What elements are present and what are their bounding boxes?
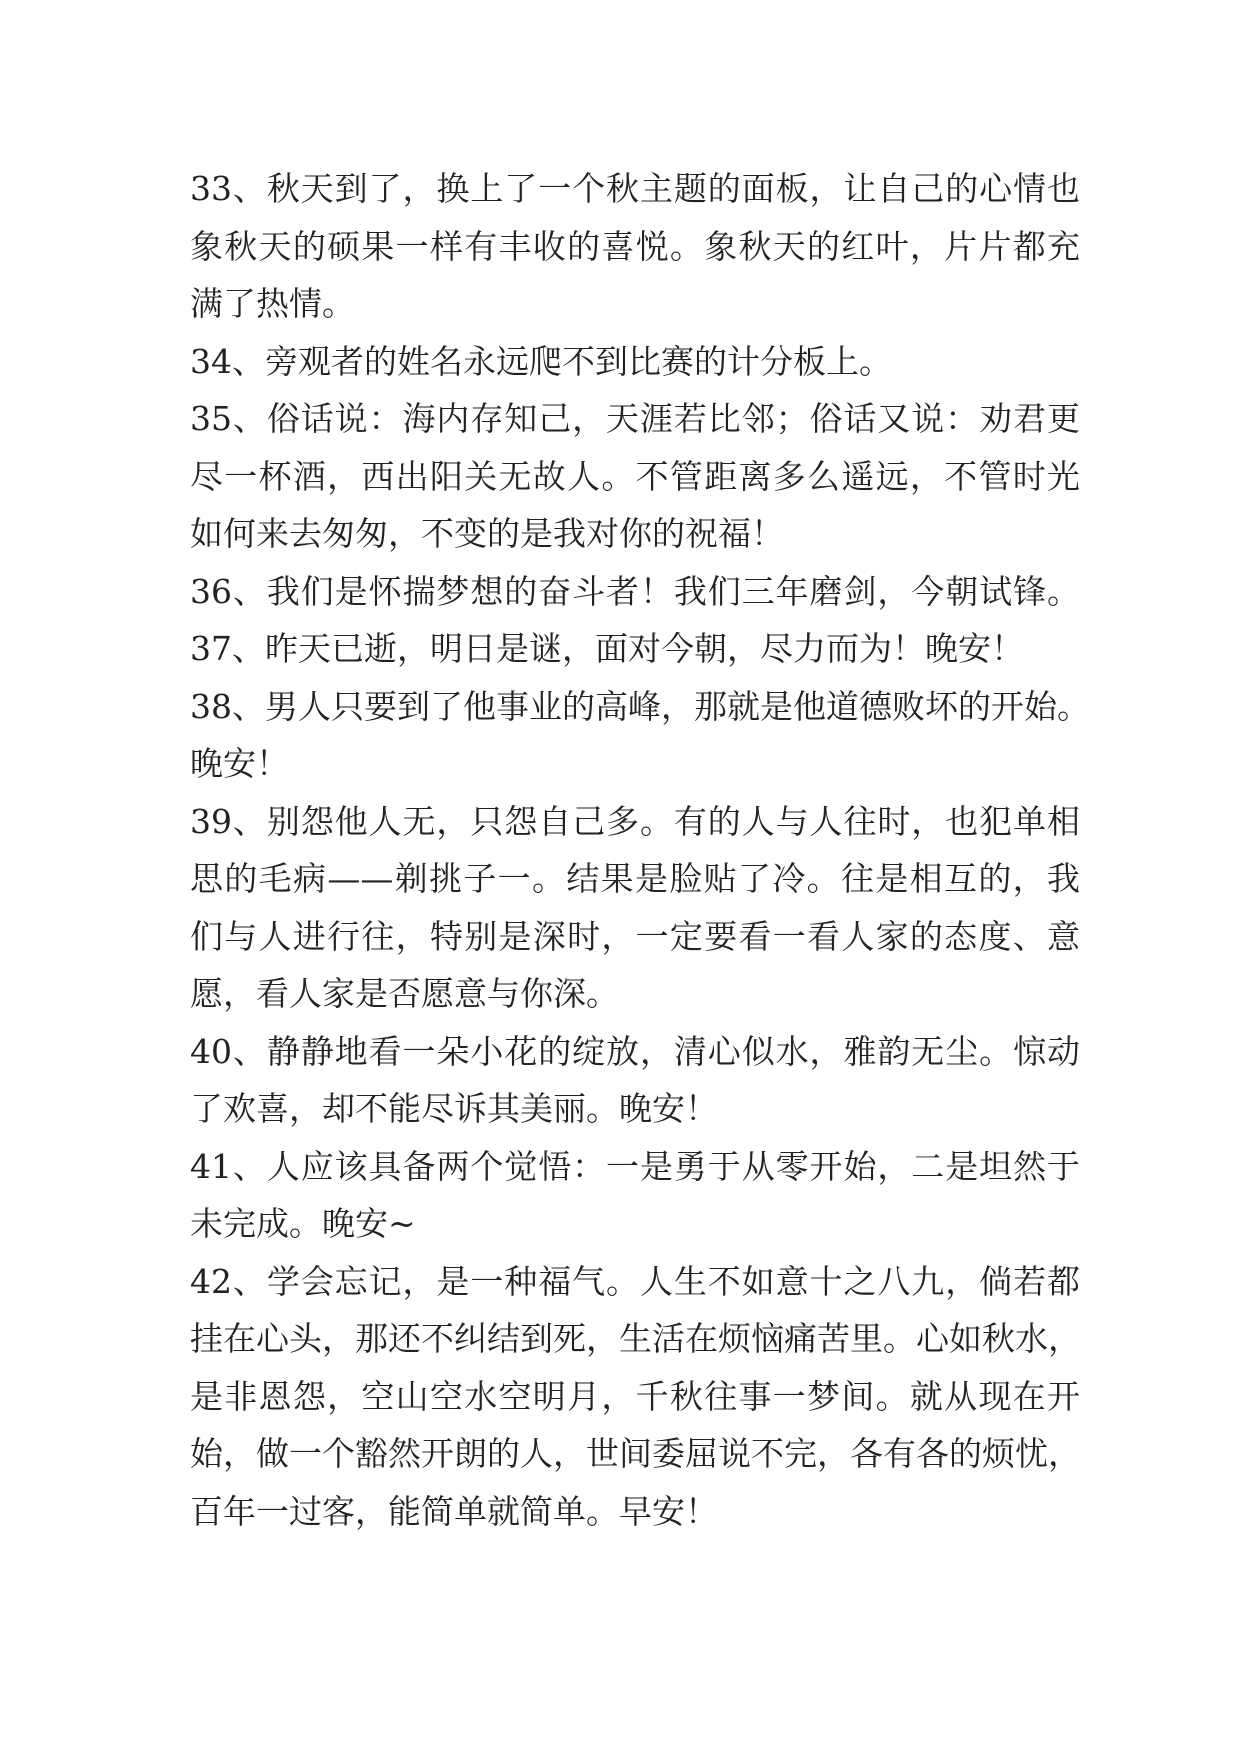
text-line: 们与人进行往，特别是深时，一定要看一看人家的态度、意 xyxy=(190,916,1080,956)
text-line: 尽一杯酒，西出阳关无故人。不管距离多么遥远，不管时光 xyxy=(190,456,1080,496)
text-line: 42、学会忘记，是一种福气。人生不如意十之八九，倘若都 xyxy=(190,1261,1080,1301)
text-line: 满了热情。 xyxy=(190,284,355,323)
text-line: 36、我们是怀揣梦想的奋斗者！我们三年磨剑，今朝试锋。 xyxy=(190,571,1080,611)
text-line: 未完成。晚安~ xyxy=(190,1204,416,1243)
text-line: 如何来去匆匆，不变的是我对你的祝福！ xyxy=(190,514,784,553)
text-line: 晚安！ xyxy=(190,744,289,783)
text-line: 33、秋天到了，换上了一个秋主题的面板，让自己的心情也 xyxy=(190,169,1080,208)
text-line: 40、静静地看一朵小花的绽放，清心似水，雅韵无尘。惊动 xyxy=(190,1031,1080,1071)
text-line: 始，做一个豁然开朗的人，世间委屈说不完，各有各的烦忧， xyxy=(190,1434,1081,1473)
text-line: 象秋天的硕果一样有丰收的喜悦。象秋天的红叶，片片都充 xyxy=(190,226,1080,266)
text-line: 34、旁观者的姓名永远爬不到比赛的计分板上。 xyxy=(190,341,892,381)
text-line: 38、男人只要到了他事业的高峰，那就是他道德败坏的开始。 xyxy=(190,686,1090,726)
text-line: 了欢喜，却不能尽诉其美丽。晚安！ xyxy=(190,1089,718,1128)
text-line: 是非恩怨，空山空水空明月，千秋往事一梦间。就从现在开 xyxy=(190,1376,1080,1416)
text-line: 愿，看人家是否愿意与你深。 xyxy=(190,974,619,1013)
text-line: 39、别怨他人无，只怨自己多。有的人与人往时，也犯单相 xyxy=(190,801,1080,841)
text-line: 41、人应该具备两个觉悟：一是勇于从零开始，二是坦然于 xyxy=(190,1146,1080,1186)
text-line: 思的毛病——剃挑子一。结果是脸贴了冷。往是相互的，我 xyxy=(190,859,1080,898)
text-line: 35、俗话说：海内存知己，天涯若比邻；俗话又说：劝君更 xyxy=(190,399,1080,438)
text-line: 挂在心头，那还不纠结到死，生活在烦恼痛苦里。心如秋水， xyxy=(190,1319,1081,1358)
document-body xyxy=(190,160,1090,1540)
text-line: 百年一过客，能简单就简单。早安！ xyxy=(190,1491,718,1531)
text-line: 37、昨天已逝，明日是谜，面对今朝，尽力而为！晚安！ xyxy=(190,629,1024,668)
